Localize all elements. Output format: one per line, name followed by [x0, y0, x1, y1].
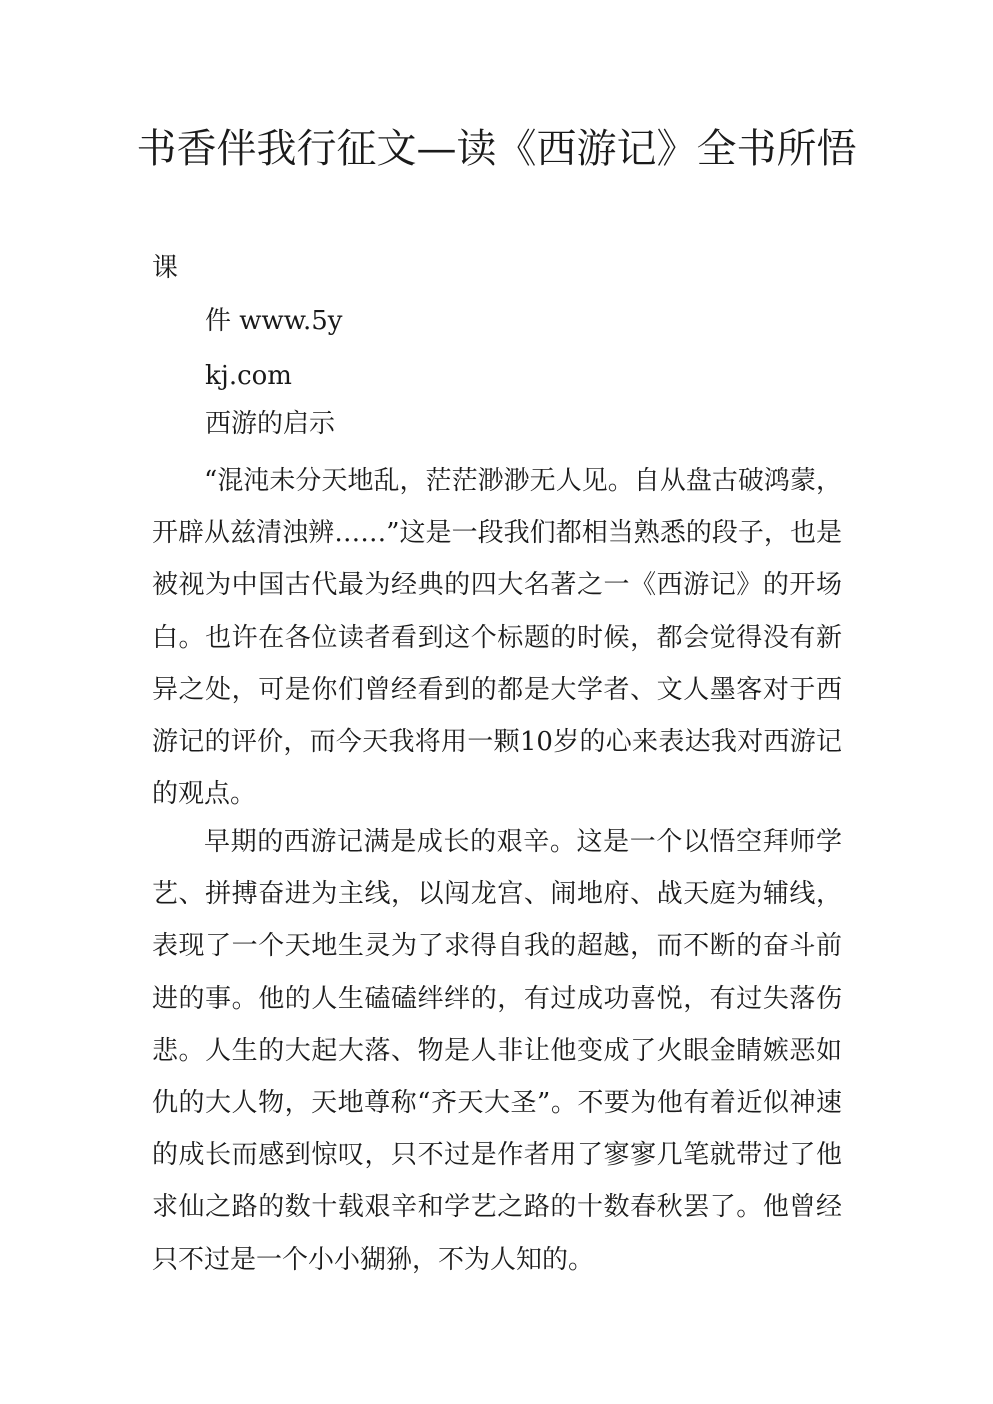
document-title: 书香伴我行征文—读《西游记》全书所悟 [136, 126, 857, 172]
text-line-2: 件 www.5y [205, 306, 343, 336]
paragraph-2: 早期的西游记满是成长的艰辛。这是一个以悟空拜师学艺、拼搏奋进为主线，以闯龙宫、闹地府、战天庭为辅线，表现了一个天地生灵为了求得自我的超越，而不断的奋斗前进的事。他的人生磕磕绊绊的，有过成功喜悦，有过失落伤悲。人生的大起大落、物是人非让他变成了火眼金睛嫉恶如仇的大人物，天地尊称“齐天大圣”。不要为他有着近似神速的成长而感到惊叹，只不过是作者用了寥寥几笔就带过了他求仙之路的数十载艰辛和学艺之路的十数春秋罢了。他曾经只不过是一个小小猢狲，不为人知的。 [152, 827, 842, 1275]
text-line-3: kj.com [205, 361, 292, 391]
paragraph-1: “混沌未分天地乱，茫茫渺渺无人见。自从盘古破鸿蒙，开辟从兹清浊辨……”这是一段我们都相当熟悉的段子，也是被视为中国古代最为经典的四大名著之一《西游记》的开场白。也许在各位读者看到这个标题的时候，都会觉得没有新异之处，可是你们曾经看到的都是大学者、文人墨客对于西游记的评价，而今天我将用一颗10岁的心来表达我对西游记的观点。 [152, 466, 842, 810]
text-line-1: 课 [152, 253, 179, 283]
section-heading: 西游的启示 [205, 409, 336, 439]
